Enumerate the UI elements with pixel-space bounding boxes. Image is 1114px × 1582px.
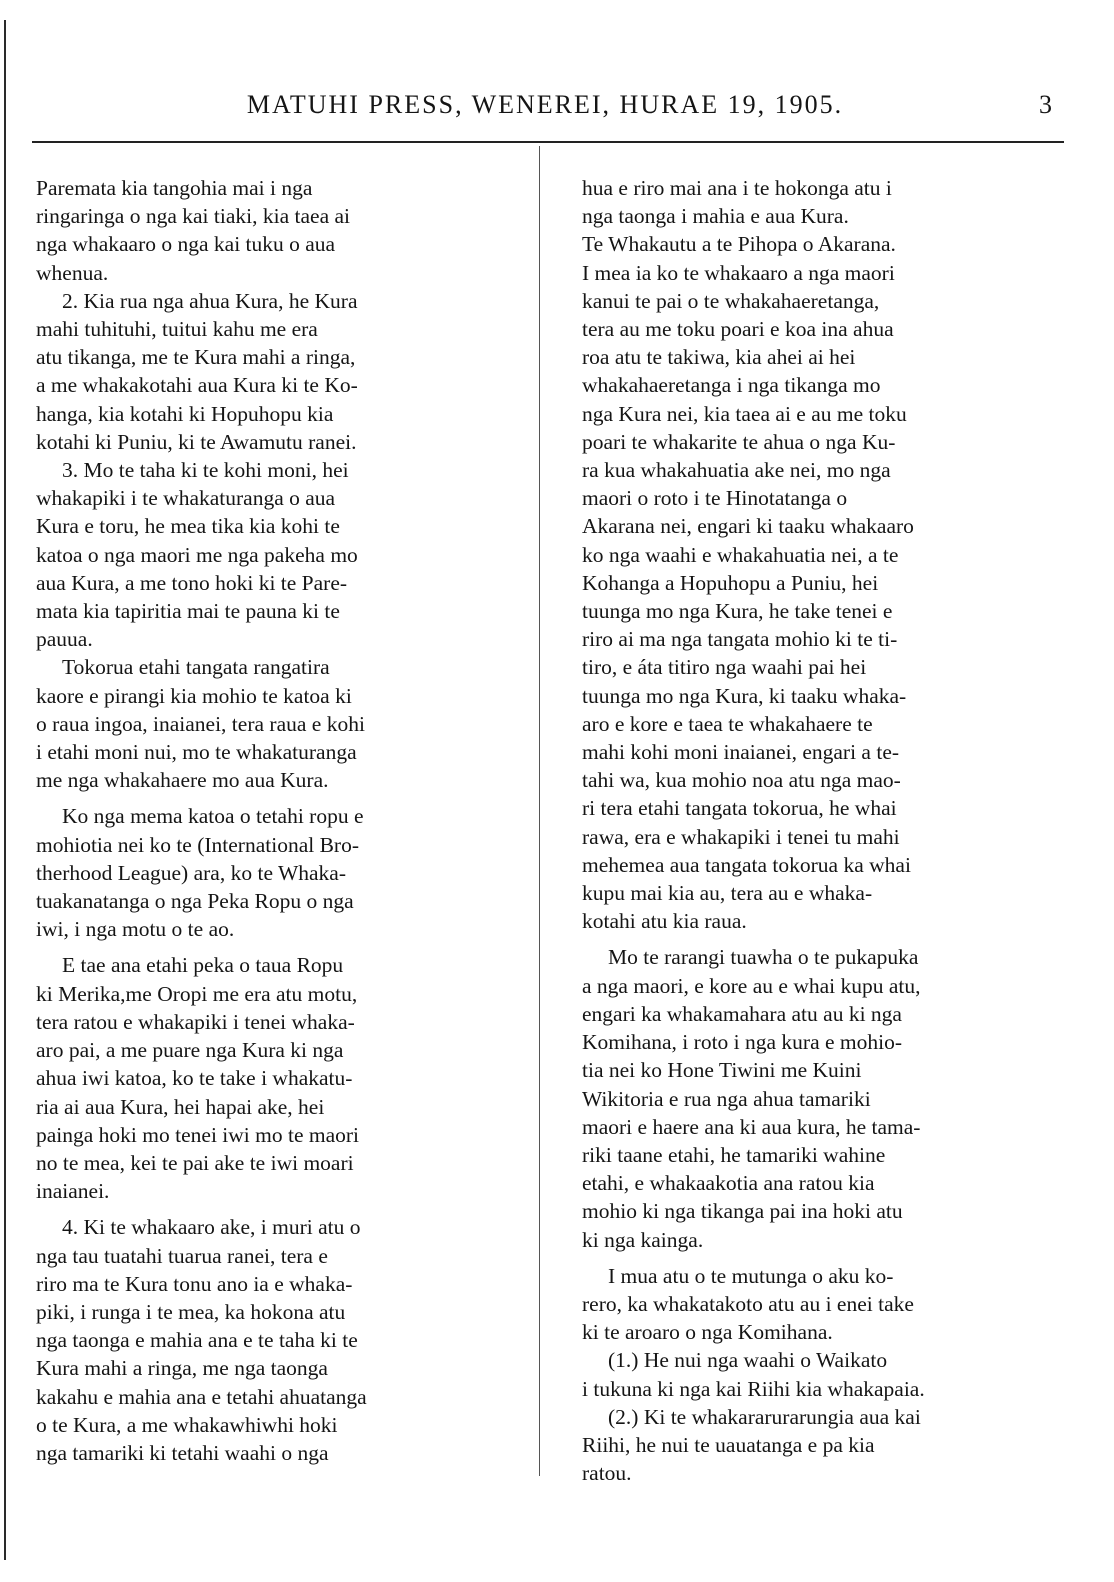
text-line: whakahaeretanga i nga tikanga mo [582,373,881,398]
text-line: i tukuna ki nga kai Riihi kia whakapaia. [582,1376,925,1401]
text-line: aro pai, a me puare nga Kura ki nga [36,1038,344,1063]
text-line: hua e riro mai ana i te hokonga atu i [582,176,892,200]
text-line: tia nei ko Hone Tiwini me Kuini [582,1058,862,1083]
paragraph-gap [582,1254,1040,1262]
text-line: rero, ka whakatakoto atu au i enei take [582,1291,914,1316]
text-line: aua Kura, a me tono hoki ki te Pare- [36,570,348,595]
text-line: aro e kore e taea te whakahaere te [582,711,873,736]
text-line: rawa, era e whakapiki i tenei tu mahi [582,824,900,849]
text-line: nga tau tuatahi tuarua ranei, tera e [36,1243,328,1268]
text-line: riro ma te Kura tonu ano ia e whaka- [36,1271,353,1296]
text-line: ratou. [582,1461,632,1486]
text-line: a nga maori, e kore au e whai kupu atu, [582,973,921,998]
text-line: 3. Mo te taha ki te kohi moni, hei [62,458,349,483]
page-number: 3 [1039,90,1052,119]
paragraph-gap [582,935,1040,943]
text-line: o te Kura, a me whakawhiwhi hoki [36,1412,338,1437]
header-rule [32,141,1064,143]
text-line: (1.) He nui nga waahi o Waikato [608,1348,888,1373]
text-line: riki taane etahi, he tamariki wahine [582,1142,886,1167]
text-line: mata kia tapiritia mai te pauna ki te [36,599,340,624]
text-line: Komihana, i roto i nga kura e mohio- [582,1030,903,1055]
paragraph-gap [36,794,520,802]
text-line: no te mea, kei te pai ake te iwi moari [36,1150,354,1175]
text-line: Ko nga mema katoa o tetahi ropu e [62,804,364,829]
text-line: ki nga kainga. [582,1227,704,1252]
text-line: ria ai aua Kura, hei hapai ake, hei [36,1094,325,1119]
header-title: MATUHI PRESS, WENEREI, HURAE 19, 1905. [246,90,844,119]
text-line: Riihi, he nui te uauatanga e pa kia [582,1432,875,1457]
text-line: Kohanga a Hopuhopu a Puniu, hei [582,570,879,595]
text-line: tiro, e áta titiro nga waahi pai hei [582,655,867,680]
text-line: engari ka whakamahara atu au ki nga [582,1001,902,1026]
text-line: maori o roto i te Hinotatanga o [582,486,848,511]
text-line: mehemea aua tangata tokorua ka whai [582,852,911,877]
text-line: kotahi atu kia raua. [582,909,747,934]
text-line: kupu mai kia au, tera au e whaka- [582,881,873,906]
text-line: painga hoki mo tenei iwi mo te maori [36,1122,360,1147]
text-line: ki Merika,me Oropi me era atu motu, [36,981,358,1006]
text-line: mahi kohi moni inaianei, engari a te- [582,740,900,765]
text-line: Tokorua etahi tangata rangatira [62,655,330,680]
text-line: atu tikanga, me te Kura mahi a ringa, [36,345,356,370]
text-line: nga taonga e mahia ana e te taha ki te [36,1328,358,1353]
text-line: roa atu te takiwa, kia ahei ai hei [582,345,856,370]
text-line: mohio ki nga tikanga pai ina hoki atu [582,1199,903,1224]
text-line: 2. Kia rua nga ahua Kura, he Kura [62,288,358,313]
text-line: iwi, i nga motu o te ao. [36,917,235,942]
text-line: ko nga waahi e whakahuatia nei, a te [582,542,899,567]
text-line: I mua atu o te mutunga o aku ko- [608,1263,894,1288]
text-line: kanui te pai o te whakahaeretanga, [582,288,880,313]
text-line: mahi tuhituhi, tuitui kahu me era [36,317,318,342]
page-edge-rule [4,20,6,1560]
text-line: whenua. [36,260,109,285]
text-line: I mea ia ko te whakaaro a nga maori [582,260,895,285]
left-column [36,174,520,1467]
page-header [30,88,1060,128]
text-line: ri tera etahi tangata tokorua, he whai [582,796,897,821]
text-line: poari te whakarite te ahua o nga Ku- [582,429,896,454]
text-line: kakahu e mahia ana e tetahi ahuatanga [36,1384,367,1409]
text-line: Wikitoria e rua nga ahua tamariki [582,1086,871,1111]
text-line: ra kua whakahuatia ake nei, mo nga [582,458,891,483]
text-line: maori e haere ana ki aua kura, he tama- [582,1114,921,1139]
text-line: tuunga mo nga Kura, he take tenei e [582,599,893,624]
column-divider [539,146,540,1476]
text-line: ki te aroaro o nga Komihana. [582,1320,833,1345]
paragraph-gap [36,943,520,951]
text-line: pauua. [36,627,93,652]
text-line: whakapiki i te whakaturanga o aua [36,486,336,511]
text-line: nga Kura nei, kia taea ai e au me toku [582,401,907,426]
text-line: nga whakaaro o nga kai tuku o aua [36,232,336,257]
text-line: (2.) Ki te whakararurarungia aua kai [608,1404,921,1429]
text-line: a me whakakotahi aua Kura ki te Ko- [36,373,358,398]
text-line: Kura mahi a ringa, me nga taonga [36,1356,328,1381]
text-line: etahi, e whakaakotia ana ratou kia [582,1171,875,1196]
text-line: hanga, kia kotahi ki Hopuhopu kia [36,401,334,426]
text-line: Akarana nei, engari ki taaku whakaaro [582,514,914,539]
text-line: me nga whakahaere mo aua Kura. [36,768,329,793]
text-line: mohiotia nei ko te (International Bro- [36,832,360,857]
text-line: ahua iwi katoa, ko te take i whakatu- [36,1066,353,1091]
text-line: riro ai ma nga tangata mohio ki te ti- [582,627,898,652]
text-line: kotahi ki Puniu, ki te Awamutu ranei. [36,429,357,454]
text-line: piki, i runga i te mea, ka hokona atu [36,1299,346,1324]
text-line: katoa o nga maori me nga pakeha mo [36,542,358,567]
text-line: inaianei. [36,1179,110,1204]
text-line: tera au me toku poari e koa ina ahua [582,317,894,342]
section-heading: Te Whakautu a te Pihopa o Akarana. [582,232,896,257]
text-line: Mo te rarangi tuawha o te pukapuka [608,945,919,970]
text-line: Paremata kia tangohia mai i nga [36,176,313,200]
right-column [582,174,1040,1487]
text-line: nga tamariki ki tetahi waahi o nga [36,1440,329,1465]
text-line: tahi wa, kua mohio noa atu nga mao- [582,768,901,793]
text-line: tuakanatanga o nga Peka Ropu o nga [36,889,354,914]
text-line: E tae ana etahi peka o taua Ropu [62,953,344,978]
text-line: kaore e pirangi kia mohio te katoa ki [36,683,352,708]
text-line: 4. Ki te whakaaro ake, i muri atu o [62,1215,361,1240]
text-line: ringaringa o nga kai tiaki, kia taea ai [36,204,351,229]
text-line: o raua ingoa, inaianei, tera raua e kohi [36,711,365,736]
text-line: therhood League) ara, ko te Whaka- [36,860,347,885]
paragraph-gap [36,1205,520,1213]
text-line: nga taonga i mahia e aua Kura. [582,204,849,229]
text-line: tuunga mo nga Kura, ki taaku whaka- [582,683,907,708]
text-line: tera ratou e whakapiki i tenei whaka- [36,1009,355,1034]
text-line: Kura e toru, he mea tika kia kohi te [36,514,340,539]
text-line: i etahi moni nui, mo te whakaturanga [36,740,357,765]
